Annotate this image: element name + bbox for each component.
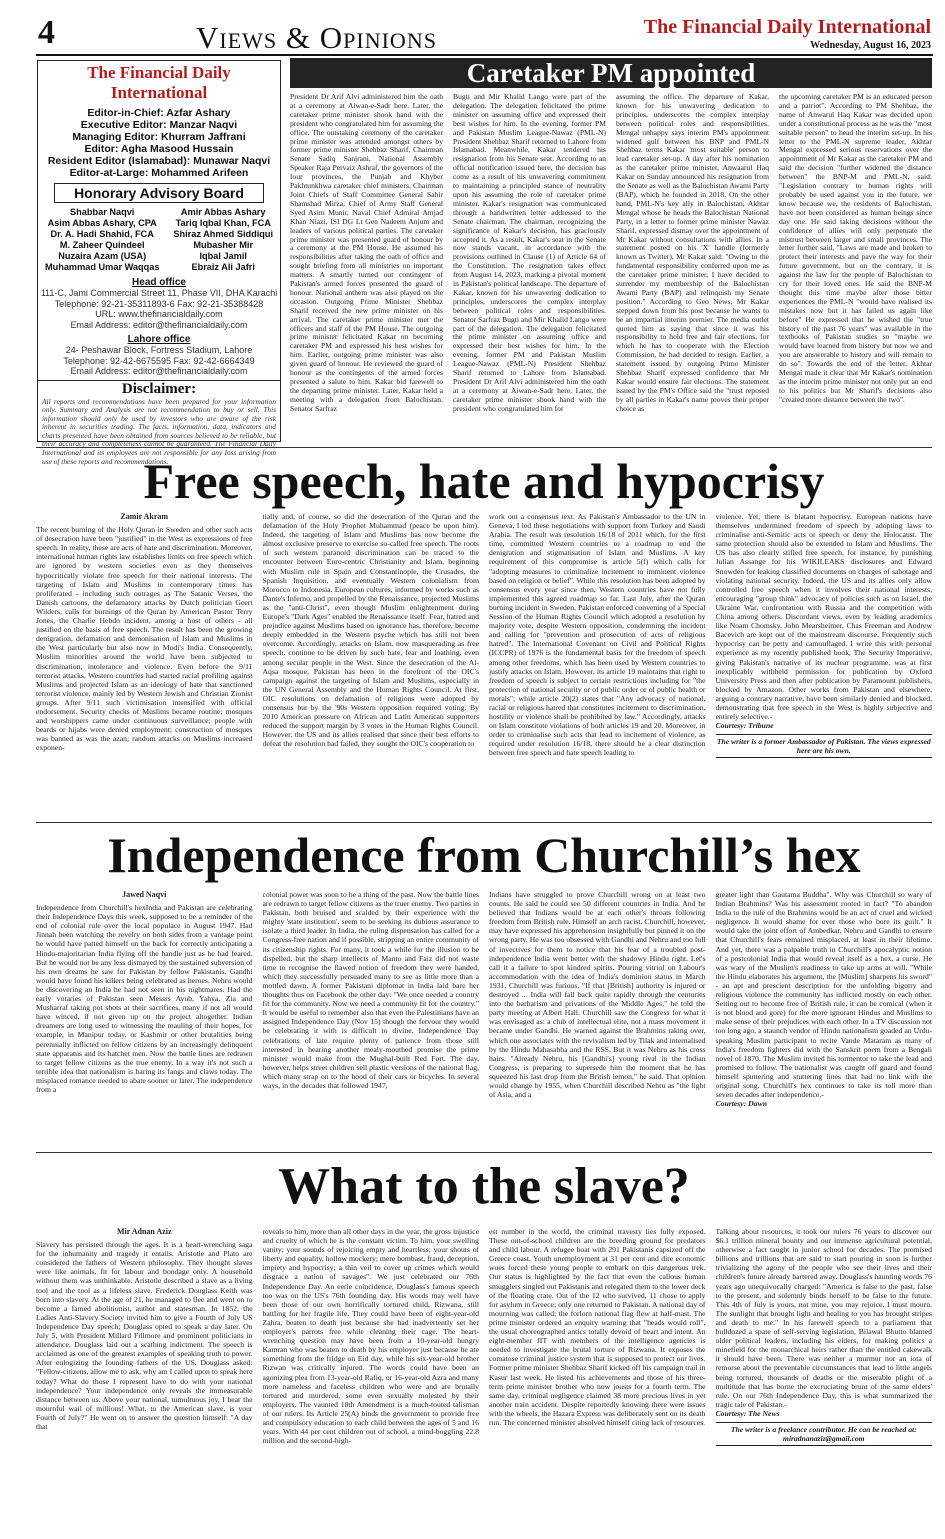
byline: Jawed Naqvi: [122, 890, 167, 899]
editor-line: Executive Editor: Manzar Naqvi: [80, 119, 238, 131]
article-churchill: [36, 890, 932, 1145]
author-note: The writer is a former Ambassador of Pakistan. The views expressed here are his own.: [716, 734, 933, 758]
staff-brand: The Financial Daily International: [87, 63, 231, 102]
board-left-column: [45, 207, 160, 273]
editor-line: Managing Editor: Khurram Jaffrani: [72, 131, 246, 143]
editor-line: Resident Editor (Islamabad): Munawar Naqvi: [47, 155, 271, 167]
article-text: greater light than Gautama Buddha". Why was Churchill so wary of Indian Brahmins? Was his assessment rooted in fact? "To abandon India to the rule of the Brahmins would be an act of cruel and wicked negligence. It would shame for ever those who bore its guilt." It would take the joint effort of Ambedkar, Nehru and Gandhi to ensure that Churchill's fears remained misplaced, at least in their lifetime. And yet, there was a palpable truth in Churchill's apocalyptic notion of a postcolonial India that would reveal itself as a hex, a curse. He was wary of the Muslim's readiness to take up arms at will. "While the Hindu elaborates his argument, the [Muslim] sharpens his sword" - an apt and prescient description for the unfolding bigotry and religious violence the community has inflicted mostly on each other. Setting out to become free of British rule, it can be comical (when it is not blood and gore) for the more ignorant Hindus and Muslims to make sense of their prejudices with each other. In a TV discussion not too long ago, a staunch vendor of Hindu nationalism goaded an Urdu-speaking Muslim participant to recite Vande Mataram as many of India's freedom fighters did with the Sanskrit poem from a Bengali novel of 1870. The Muslim invited his tormentor to take the lead and promised to follow. The nationalist was caught off guard and found himself sputtering and stuttering lines that had no link with the original song. Churchill's hex continues to take its toll more than seven decades after independence.-: [715, 890, 932, 1100]
page-number: 4: [38, 14, 55, 51]
article-text: The recent burning of the Holy Quran in Sweden and other such acts of desecration have been "justified" in the West as expressions of free speech. In reality, these are acts of hate and discrimination. Moreover, international human rights law establishes limits on free speech which are ignored by western societies even as they themselves hypocritically violate free speech for their national interests. The targeting of Islam and Muslims in contemporary times has proliferated - including such outrages as The Satanic Verses, the Danish cartoons, the defamatory attacks by Dutch politician Geert Wilders, calls for burnings of the Quran by American Pastor Terry Jones, the Charlie Hebdo incident, among a host of others - all justified on the basis of free speech. The result has been the growing denigration, defamation and demonisation of Islam and Muslims in the West particularly but also now in Modi's India. Consequently, Muslim minorities around the world have been subjected to discrimination, intolerance and violence. Even before the 9/11 terrorist attacks, Western countries had started racial profiling against Muslims and projected Islam as an ideology of hate that sanctioned terrorist violence, mainly led by Western Jewish and Christian Zionist groups. After 9/11 such victimisation intensified with official endorsement. Security checks of Muslims became routine; mosques and worshippers came under continuous surveillance; people with beards or hijabs were denied employment; construction of mosques was banned as was the azan; random attacks on Muslims increased exponen-: [36, 525, 253, 753]
article-column: the upcoming caretaker PM is an educated person and a patriot". According to PM Shehbaz, the name of Anwarul Haq Kakar was decided upon under a constitutional process as he was the "most suitable person" to head the interim set-up. In his letter to the PML-N supreme leader, Akhtar Mengal expressed serious reservations over the appointment of Mr Kakar as the caretaker PM and said the decision "further widened the distance between" the BNP-M and PML-N, said: "Legislation contrary to human rights will probably be used against you in the future, we know because we, the residents of Balochistan, have not been considered as human beings since day one. He said taking decisions without the confidence of allies will only perpetuate the mistrust between larger and small provinces. The letter further said, "Laws are made and broken to protect their interests and pave the way for their future government, but on the contrary, it is against the law for the people of Balochistan to cry for their loved ones. He said the BNP-M thought this time maybe after those bitter experiences the PML-N "would have realised its mistakes now but it has failed us again like before" He expressed that he wished the "true history of the past 76 years" was available in the textbooks of Pakistan studies so "maybe we would have learned from history but now we and you are answerable to history and will remain to do so". Towards the end of the letter, Akhtar Mengal made it clear that Mr Kakar's nomination as the interim prime minister not only put an end to his politics but Mr Sharif's decisions also "created more distance between the two".: [779, 93, 932, 404]
article-text: Talking about resources, it took our rulers 76 years to discover our $6.1 trillion mineral bounty and our immense agricultural potential, otherwise a fact taught in junior school for decades. The promised billions and trillions that are said to start pouring in soon is further trivializing the agony of the people who see their lives and their children's future already bartered away. Douglass's haunting words 76 years ago unequivocally charged: "America is false to the past, false to the present, and solemnly binds herself to be false to the future. This 4th of July is yours, not mine, you may rejoice, I must mourn. The sunlight that brought light and healing to you has brought stripes and death to me." In his farewell speech to a parliament that bulldozed a spate of self-serving legislation, Bilawal Bhutto blamed older political leaders, including his elders, for making politics a minefield for the monarchical heirs rather than the entitled cakewalk it should have been. There was neither a murmur nor an iota of remorse about the preventable circumstances that lead to little angels being tortured, thousands of deaths or the miserable plight of a multitude that has borne the excruciating brunt of the same elders' rule. On our 76th Independence Day, this is what summarized the tragic tale of Pakistan.-: [715, 1227, 932, 1409]
address-line: URL: www.thefinancialdaily.com: [95, 309, 223, 319]
article-column: [36, 512, 253, 820]
author-note: The writer is a freelance contributor. He can be reached at: miradnanaziz@gmail.com: [716, 1422, 933, 1446]
article-column: reveals to him, more than all other days in the year, the gross injustice and cruelty of which he is the constant victim. To him, your swelling vanity; your sounds of rejoicing empty and heartless; your shouts of liberty and equality, hollow mockery; mere bombast, fraud, deception, impiety and hypocrisy; a thin veil to cover up crimes which would disgrace a nation of savages". We just celebrated our 76th Independence Day. An eerie coincidence, Douglass's famous speech too was on the US's 76th founding day. His words may well have been those of our own horrifically tortured child, Rizwana, still battling for her fragile life. They could have been of eight-year-old Zahra, beaten to death just because she had inadvertently set her employer's parrots free while cleaning their cage. The heart-wrenching question may have been from a 10-year-old hungry Kamran who was beaten to death by his employer just because he ate something from the fridge on Eid day, while his six-year-old brother Rizwan was critically injured. The words could have been an agonizing plea from 13-year-old Rafiq, or 16-year-old Azra and many more nameless and faceless children who were and are brutally tortured and murdered, some even sexually molested by their employers. The vaunted 18th Amendment is a much-touted talisman of our rulers. Its Article 25(A) binds the government to provide free and compulsory education to each child between the ages of 5 and 16 years. With 44 per cent children out of school, a mind-boggling 22.8 million and the second-high-: [262, 1227, 479, 1446]
article-column: assuming the office. The departure of Kakar, known for his unwavering dedication to principles, underscores the complex interplay between political roles and responsibilities. Mengal unhappy says interim PM's appointment widened gulf between his BNP and PML-N Shehbaz terms Kakar 'most suitable' person to lead caretaker set-up. A day after his nomination as the caretaker prime minister, Anwaarul Haq Kakar on Sunday announced his resignation from the Senate as well as the Balochistan Awami Party (BAP), which he founded in 2018. On the other hand, PML-N's key ally in Balochistan, Akhtar Mengal whose he heads the Balochistan National Party, in a letter to former prime minister Nawaz Sharif, expressed dismay over the appointment of Mr Kakar without consultations with allies. In a statement posted on his 'X' handle (formerly known as Twitter), Mr Kakar said: "Owing to the fundamental responsibility conferred upon me as the caretaker prime minister, I have decided to surrender my membership of the Balochistan Awami Party (BAP) and relinquish my Senate position." According to Geo News, Mr Kakar stepped down from his post because he wants to be an impartial interim premier. The media outlet quoted him as saying that since it was his responsibility to hold free and fair elections, for which he has to cooperate with the Election Commission, he had decided to resign. Earlier, a statement issued by outgoing Prime Minister Shehbaz Sharif expressed confidence that Mr Kakar would ensure fair elections. The statement issued by the PM's Office said the "trust reposed by all parties in Kakar's name proves their proper choice as: [616, 93, 769, 413]
article-column: est number in the world, the criminal travesty lies fully exposed. These out-of-school children are the breeding ground for predators and child labour. A refugee boat with 291 Pakistanis capsized off the Greece coast. Youth unemployment at 31 per cent and dire economic woes forced these young people to embark on this dangerous trek. Our status is highlighted by the fact that even the callous human smugglers singled out Pakistanis and relegated them to the lower deck of the floating crate. Out of the 12 who survived, 11 chose to apply for asylum in Greece; only one returned to Pakistan. A national day of mourning was called; the forlorn national flag flew at half-mast. The prime minister ordered an enquiry warning that "heads would roll", the usual choreographed antics totally devoid of heart and intent. An eight-member JIT with members of the intelligence agencies is needed to investigate the brutal torture of Rizwana. It exposes the comatose criminal justice system that is supposed to protect our lives. Former prime minister Shehbaz Sharif kicked off his campaign trail in Kasur last week. He listed his achievements and those of his three-term prime minister brother who now jousts for a fourth term. The same day, criminal negligence claimed 38 more precious lives in yet another train accident. Despite reportedly knowing there were issues with the wheels, the Hazara Express was deliberately sent on its death run. The concerned minister absolved himself citing lack of resources.: [489, 1227, 706, 1427]
address-line: Telephone: 92-21-35311893-6 Fax: 92-21-35388428: [54, 298, 264, 309]
section-title: Views & Opinions: [196, 20, 437, 55]
article-column: Indians have struggled to prove Churchill wrong on at least two counts. He said he could see 50 different countries in India. And he believed that Indians would be at each other's throats following freedom from British rule. Himself an arch racist, Churchill, however, may have expressed his apprehension insightfully but pinned it on the wrong party. He was too obsessed with Gandhi and Nehru and too full of invectives for them to notice that his fear of a troubled post-independence India went better with the shadowy Hindu right. Let's call it a failure to spot kindred spirits. Pouring vitriol on Labour's accommodation with the idea of India's dominion status in March 1931, Churchill was furious. "If that [British] authority is injured or destroyed ... India will fall back quite rapidly through the centuries into the barbarism and privations of the Middle Ages," he told the party meeting at Albert Hall. Churchill saw the Congress for what it was envisaged as: a club of intellectual elite, not a mass movement it became under Gandhi. He warned against the Brahmins taking over, which one associates with the revivalism led by Tilak and internalised by the Hindu Mahasabha and the RSS. But it was Nehru as his cross hairs. "Already Nehru, his [Gandhi's] young rival in the Indian Congress, is preparing to supersede him the moment that he has squeezed his last drop from the British lemon," he said. That opinion would change by 1955, when Churchill described Nehru as "the light of Asia, and a: [489, 890, 706, 1100]
article-column: colonial power was soon to be a thing of the past. Now the battle lines are redrawn to target fellow citizens as the truer enemy. Two parties in Pakistan, both bruised and scalded by their experience with the mighty 'state institution', seem to be seeking its dubious assurance to isolate a third leader. In India, the ruling dispensation has called for a Congress-free nation and if possible, stripping an entire community of its citizenship rights. For many, it took a while for the illusion to be dispelled, but the sharp intellects of Manto and Faiz did not waste time to recognise the flawed notion of freedom they were handed, which they successfully persuaded many to see as little more than a mottled dawn. A former Pakistani diplomat in India laid bare her thoughts thus on Facebook the other day: "We once needed a country fit for the community. Now we need a community fit for the country." It would be useful to remember also that even the Palestinians have an assigned Independence Day (Nov 15) though the fervour they would be celebrating it with is difficult to divine. Independence Day celebrations of late require plenty of patience from those still interested in hearing another mealy-mouthed promise the prime minister would make from the Mughal-built Red Fort. The day, however, helps street children sell plastic versions of the national flag, which many strap on to the hood of their cars or bicycles. In several ways, in the decades that followed 1947,: [262, 890, 479, 1090]
advisory-board: [38, 207, 280, 273]
advisory-board-title: Honorary Advisory Board: [54, 183, 264, 203]
caretaker-headline: Caretaker PM appointed: [290, 58, 932, 88]
board-member: Shabbar Naqvi: [70, 207, 135, 217]
article-column: [716, 512, 933, 820]
article-column: Bugti and Mir Khalid Lango were part of the delegation. The delegation felicitated the prime minister on assuming office and expressed their best wishes for him. In the evening, former PM and Pakistan Muslim League-Nawaz (PML-N) President Shehbaz Sharif returned to Lahore from Islamabad. Meanwhile, Kakar tendered his resignation from his Senate seat. According to an official notification issued here, the decision has come as a result of his unwavering commitment to maintaining a principled stance of neutrality upon his assuming the role of caretaker prime minister. Kakar's resignation was communicated through a handwritten letter addressed to the Senate chairman. The chairman, recognizing the significance of Kakar's decision, has graciously accepted it. As a result, Kakar's seat in the Senate now stands vacant, in accordance with the provisions outlined in Clause (1) of Article 64 of the Constitution. The resignation takes effect from August 14, 2023, marking a pivotal moment in Pakistan's political landscape. The departure of Kakar, known for his unwavering dedication to principles, underscores the complex interplay between political roles and responsibilities. Senator Sarfraz Bugti and Mir Khalid Lango were part of the delegation. The delegation felicitated the prime minister on assuming office and expressed their best wishes for him. In the evening, former PM and Pakistan Muslim League-Nawaz (PML-N) President Shehbaz Sharif returned to Lahore from Islamabad. President Dr Arif Alvi administered him the oath at a ceremony at Aiwan-e-Sadr here. Later, the caretaker prime minister shook hand with the president who congratulated him for: [453, 93, 606, 413]
section-divider: [36, 822, 932, 823]
article-text: Slavery has persisted through the ages. It is a heart-wrenching saga for the inhumanity and tragedy it entails. Aristotle and Plato are considered the fathers of Western philosophy. They thought slaves were like animals, fit for labour and bondage only. A household without them was unthinkable. Aristotle described a slave as a living tool and the tool as a lifeless slave. Frederick Douglass Keith was born into slavery. At the age of 21, he managed to flee and went on to become a famed abolitionist, author and statesman. In 1852, the Ladies Anti-Slavery Society invited him to give a Fourth of July US Independence Day speech; Douglass opted to speak a day later. On July 5, with President Millard Fillmore and prominent politicians in attendance, Douglass laid out a scathing indictment. The speech is acclaimed as one of the greatest examples of speaking truth to power. After eulogizing the founding fathers of the US, Douglass asked: "Fellow-citizens, allow me to ask, why am I called upon to speak here today? What do those I represent have to do with your national independence? Your independence only reveals the immeasurable distance between us. Above your national, tumultuous joy, I hear the mournful wail of millions! What, to the American slave, is your Fourth of July?" He went on to answer the question himself: "A day that: [36, 1240, 253, 1431]
board-member: Tariq Iqbal Khan, FCA: [175, 218, 271, 228]
article-slave: [36, 1227, 932, 1533]
board-member: Asim Abbas Ashary, CPA: [47, 218, 157, 228]
lahore-office-label: Lahore office: [127, 334, 191, 345]
article-headline: What to the slave?: [278, 1158, 690, 1215]
editor-line: Editor-at-Large: Mohammed Arifeen: [69, 167, 249, 179]
address-line: Email Address: editor@thefinancialdaily.com: [70, 319, 248, 330]
board-member: Nuzaira Azam (USA): [58, 251, 147, 261]
article-headline: Independence from Churchill’s hex: [107, 827, 861, 883]
board-right-column: [173, 207, 273, 273]
article-column: [36, 890, 253, 1145]
board-member: Muhammad Umar Waqqas: [44, 262, 160, 272]
courtesy-line: Courtesy: The News: [715, 1408, 780, 1418]
section-divider: [36, 1152, 932, 1153]
address-line: Email Address: editor@thefinancialdaily.com: [70, 366, 248, 376]
courtesy-line: Courtesy: Tribune: [715, 721, 774, 731]
board-member: Shiraz Ahmed Siddiqui: [173, 229, 274, 239]
caretaker-body: [290, 93, 932, 439]
header-divider: [36, 54, 933, 56]
editor-line: Editor-in-Chief: Azfar Ashary: [87, 107, 231, 119]
issue-date: Wednesday, August 16, 2023: [810, 40, 931, 51]
board-member: Dr. A. Hadi Shahid, FCA: [50, 229, 154, 239]
article-column: President Dr Arif Alvi administered him the oath at a ceremony at Aiwan-e-Sadr here. Later, the caretaker prime minister shook hand with the president who congratulated him for assuming the office. The outstaking ceremony of the caretaker prime minister was attended amongst others by former prime minister Shehbaz Sharif, Chairman Senate Sadiq Sanjrani, National Assembly Speaker Raja Pervaiz Ashraf, the governors of the four provinces, the Punjab and Khyber Pakhtunkhwa caretaker chief ministers, Chairman Joint Chiefs of Staff Committee General Sahir Shamshad Mirza, Chief of Army Staff General Syed Asim Munir, Naval Chief Admiral Amjad Khan Niazi, ISI DG Lt Gen Nadeem Anjum and leaders of various political parties. The caretaker prime minister was presented guard of honour by a ceremony at the PM House. He assumed his responsibilities after taking the oath of office and sought briefing from all ministries on important matters. A smartly turned out contingent of Pakistan's armed forces presented the guard of honour. National anthem was also played on the occasion. Outgoing Prime Minister Shehbaz Sharif received the new prime minister on his arrival. The caretaker prime minister met the officers and staff of the PM House. The outgoing prime minister felicitated Kakar on becoming caretaker PM and expressed his best wishes for him. Earlier, outgoing prime minister was also given guard of honour. He reviewed the guard of honour as the contingents of the armed forces presented a salute to him. Kakar bid farewell to the departing prime minister. Later, Kakar held a meeting with a delegation from Balochistan. Senator Sarfraz: [290, 93, 443, 413]
byline: Mir Adnan Aziz: [116, 1227, 172, 1236]
disclaimer-text: All reports and recommendations have been prepared for your information only. Summary and Analysis are not recommendation to buy or sell. This information should only be used by investors who are aware of the risk inherent in securities trading. The facts, information, data, indicators and charts presented have been obtained from sources believed to be reliable, but their accuracy and completeness cannot be guaranteed. The Financial Daily International and its employees are not responsible for any loss arising from use of these reports and recommendations.: [42, 396, 276, 466]
board-member: Iqbal Jamil: [199, 251, 247, 261]
article-free-speech: [36, 512, 932, 820]
article-column: [716, 1227, 933, 1533]
board-member: M. Zaheer Quindeel: [59, 240, 145, 250]
head-office-label: Head office: [132, 277, 186, 288]
editor-line: Editor: Agha Masood Hussain: [84, 143, 234, 155]
address-line: 111-C, Jami Commercial Street 11, Phase VII, DHA Karachi: [40, 288, 278, 298]
board-member: Mubasher Mir: [193, 240, 254, 250]
byline: Zamir Akram: [120, 512, 169, 521]
article-column: work out a consensus text. As Pakistan's Ambassador to the UN in Geneva, I led these negotiations with support from Turkey and Saudi Arabia. The result was resolution 16/18 of 2011 which, for the first time, committed Western countries to a roadmap to end the denigration and stigmatisation of Islam and Muslims. A key requirement of this compromise is article 5(f) which calls for "adopting measures to criminalize incitement to imminent violence based on religion or belief". While this resolution has been adopted by consensus every year since then, Western countries have not fully implemented this agreed roadmap so far. Last July, after the Quran burning incident in Sweden, Pakistan enforced convening of a Special Session of the Human Rights Council which adopted a resolution by majority vote, despite Western opposition, condemning the incident and calling for "prevention and prosecution of acts of religious hatred". The International Covenant on Civil and Political Rights (ICCPR) of 1976 is the fundamental basis for the freedom of speech among other freedoms, which has been used by Western countries to justify attacks on Islam. However, its article 19 maintains that right to freedom of speech is subject to certain restrictions including for "the protection of national security or of public order or of public health or morals"; while article 20(2) states that "Any advocacy of national, racial or religious hatred that constitutes incitement to discrimination, hostility or violence shall be prohibited by law." Accordingly, attacks on Islam constitute violations of both articles 19 and 20. Moreover, in order to criminalise such acts that lead to incitement of violence, as required under resolution 16/18, there should be a clear distinction between free speech and hate speech leading to: [489, 512, 706, 758]
address-line: Telephone: 92-42-6675595 Fax: 92-42-6664349: [63, 355, 255, 366]
board-member: Ebraiz Ali Jafri: [191, 262, 255, 272]
masthead: The Financial Daily International: [643, 16, 931, 38]
article-headline: Free speech, hate and hypocrisy: [143, 453, 825, 509]
article-column: tially and, of course, so did the desecration of the Quran and the defamation of the Holy Prophet Muhammad (peace be upon him). Indeed, the targeting of Islam and Muslims has now become the almost exclusive preserve to exercise so-called free speech. The roots of such western paranoid discrimination can be traced to the encounter between Euro-centric Christianity and Islam, beginning with Muslim rule in Spain and Constantinople, the Crusades, the Spanish Inquisition, and eventually Western colonialism from Morocco to Indonesia. European cultures, informed by works such as Dante's Inferno, and propelled by the Renaissance, projected Muslims as the "anti-Christ", even though Muslim enlightenment during Europe's "Dark Ages" enabled the Renaissance itself. Fear, hatred and prejudice against Muslims based on ignorance has, therefore, become deeply embedded in the Western psyche which has still not been overcome. Accordingly, attacks on Islam, now masquerading as free speech, continue to be driven by such hate, fear and loathing, even among secular people in the West. Since the desecration of the Al-Aqsa mosque, Pakistan has been in the forefront of the OIC's campaign against the targeting of Islam and Muslims, especially in the UN General Assembly and the Human Rights Council. At first, OIC resolutions on defamation of religions were adopted by consensus but by the '90s Western opposition required voting. By 2010 American pressure on African and Latin American supporters reduced the support margin by 3 votes in the Human Rights Council. However, the US and its allies realised that since their best efforts to defeat the resolution had failed, they sought the OIC's cooperation to: [262, 512, 479, 749]
article-text: violence. Yet, there is blatant hypocrisy. European nations have themselves undermined freedom of speech by adopting laws to criminalise anti-Semitic acts or speech or deny the Holocaust. The same protection should also be extended to Islam and Muslims. The US has also clearly stifled free speech, for instance, by punishing Julian Assange for his WIKILEAKS disclosures and Edward Snowden for leaking classified documents on charges of sabotage and violating national security. Indeed, the US and its allies only allow controlled free speech when it involves their national interests, encouraging "group think" advocacy of policies such as on Israel, the Ukraine War, confrontation with Russia and the competition with China among others. Discordant views, even by leading academics like Noam Chomsky, John Mearsheimer, Chas Freeman and Andrew Bacevich are kept out of the mainstream discourse. Frequently such hypocrisy can be petty and camouflaged. I write this with personal experience as my recently published book, The Security Imperative, giving Pakistan's narrative of its nuclear programme, was at first inexplicably withheld permission for publication by Oxford University Press and then after publication by Paramount publishers, blocked by Amazon. Other works from Pakistan and elsewhere, arguing a contrary narrative, have been similarly denied and blocked, demonstrating that free speech in the West is highly subjective and entirely selective.-: [715, 512, 932, 722]
article-column: [36, 1227, 253, 1533]
board-member: Amir Abbas Ashary: [180, 207, 266, 217]
article-column: [716, 890, 933, 1145]
disclaimer-title: Disclaimer:: [38, 380, 280, 398]
address-line: 24- Peshawar Block, Fortress Stadium, Lahore: [65, 345, 253, 355]
staff-box: [37, 60, 281, 466]
courtesy-line: Courtesy: Dawn: [715, 1099, 767, 1109]
article-text: Independence from Churchill's hexIndia and Pakistan are celebrating their Independence Days this week, supposed to be a reminder of the end of colonial rule over the local populace in August 1947. Had Jinnah been watching the revelry on both sides from a vantage point he would have patted himself on the back for correctly anticipating a Hindu-majoritarian India flying off the handle just as he had feared. But he would not be any less dismayed by the sustained subversion of his own dreams he saw for Pakistan by fellow Pakistanis. Gandhi would have found his killers being celebrated as heroes. Nehru would be discovering an India he had not seen in his nightmares. Had the early votaries of Pakistan seen Messrs Ayub, Yahya, Zia and Musharraf taking pot shots at their sacrifices, many if not all would have winced, if not given up on the project altogether. Indian dreamers are long used to witnessing the mauling of their hopes, for example, in Manipur today, or Kashmir or other brutalities being perennially inflicted on fellow citizens by an increasingly delinquent state apparatus and its hatchet men. Now the battle lines are redrawn to target fellow citizens as the true enemy. In a way it's not such a terrible idea that nationalism is baring its fangs and claws today. The misplaced romance needed to abate sooner or later. The independence from a: [36, 903, 253, 1094]
section-divider: [36, 447, 932, 448]
